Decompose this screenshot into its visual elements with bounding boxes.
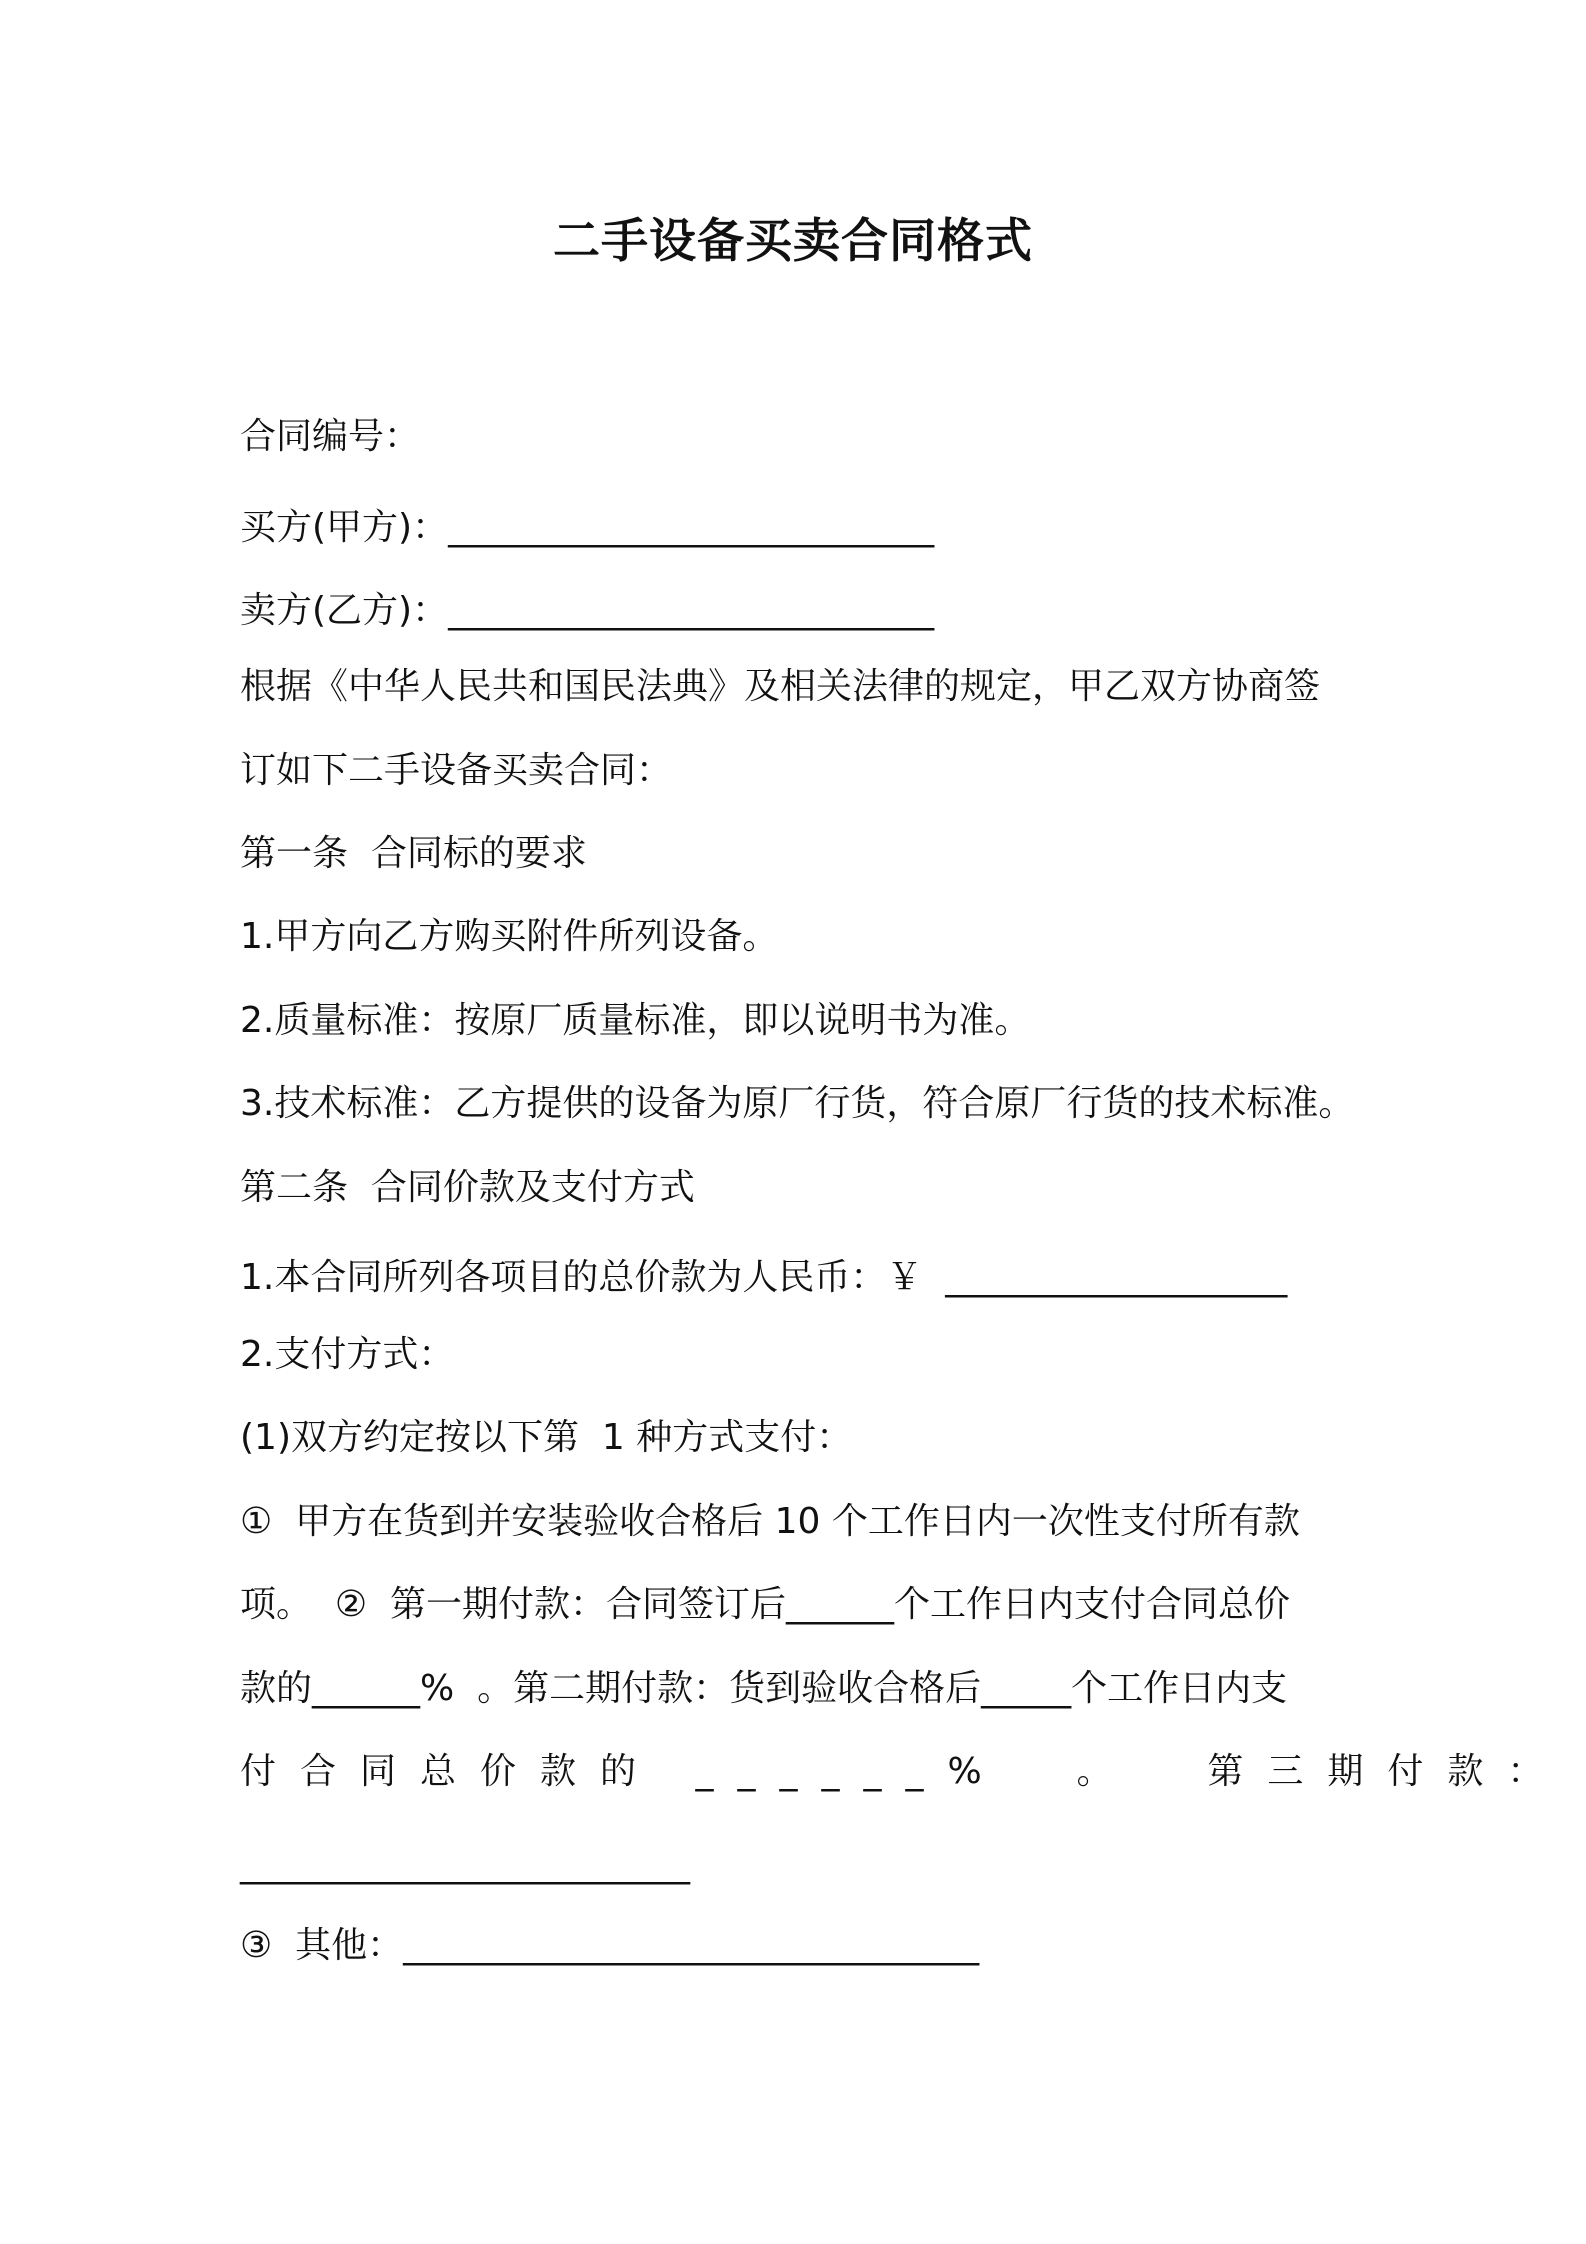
preamble-line-1: 根据《中华人民共和国民法典》及相关法律的规定，甲乙双方协商签 [240,666,1321,707]
article-1-item-2: 2.质量标准：按原厂质量标准，即以说明书为准。 [240,1000,1031,1041]
article-1-item-3: 3.技术标准：乙方提供的设备为原厂行货，符合原厂行货的技术标准。 [240,1083,1355,1124]
article-1-heading: 第一条 合同标的要求 [240,833,587,874]
payment-clause-line-4: 付合同总价款的 ______% 。 第三期付款： [240,1751,1568,1792]
document-title: 二手设备买卖合同格式 [553,214,1033,269]
seller-line: 卖方(乙方)：___________________________ [240,590,935,631]
payment-clause-line-3: 款的______% 。第二期付款：货到验收合格后_____个工作日内支 [240,1668,1288,1709]
payment-option-line: (1)双方约定按以下第 1 种方式支付： [240,1417,853,1458]
payment-clause-line-2: 项。 ② 第一期付款：合同签订后______个工作日内支付合同总价 [240,1584,1291,1625]
other-payment-line: ③ 其他：________________________________ [240,1925,980,1966]
third-payment-blank: _________________________ [240,1844,690,1885]
payment-clause-line-1: ① 甲方在货到并安装验收合格后 10 个工作日内一次性支付所有款 [240,1501,1300,1542]
article-2-heading: 第二条 合同价款及支付方式 [240,1167,695,1208]
total-price-line: 1.本合同所列各项目的总价款为人民币：￥ ___________________ [240,1257,1288,1298]
payment-method-heading: 2.支付方式： [240,1334,455,1375]
preamble-line-2: 订如下二手设备买卖合同： [240,750,673,791]
article-1-item-1: 1.甲方向乙方购买附件所列设备。 [240,916,779,957]
buyer-line: 买方(甲方)：___________________________ [240,507,935,548]
contract-number-label: 合同编号： [240,416,421,457]
